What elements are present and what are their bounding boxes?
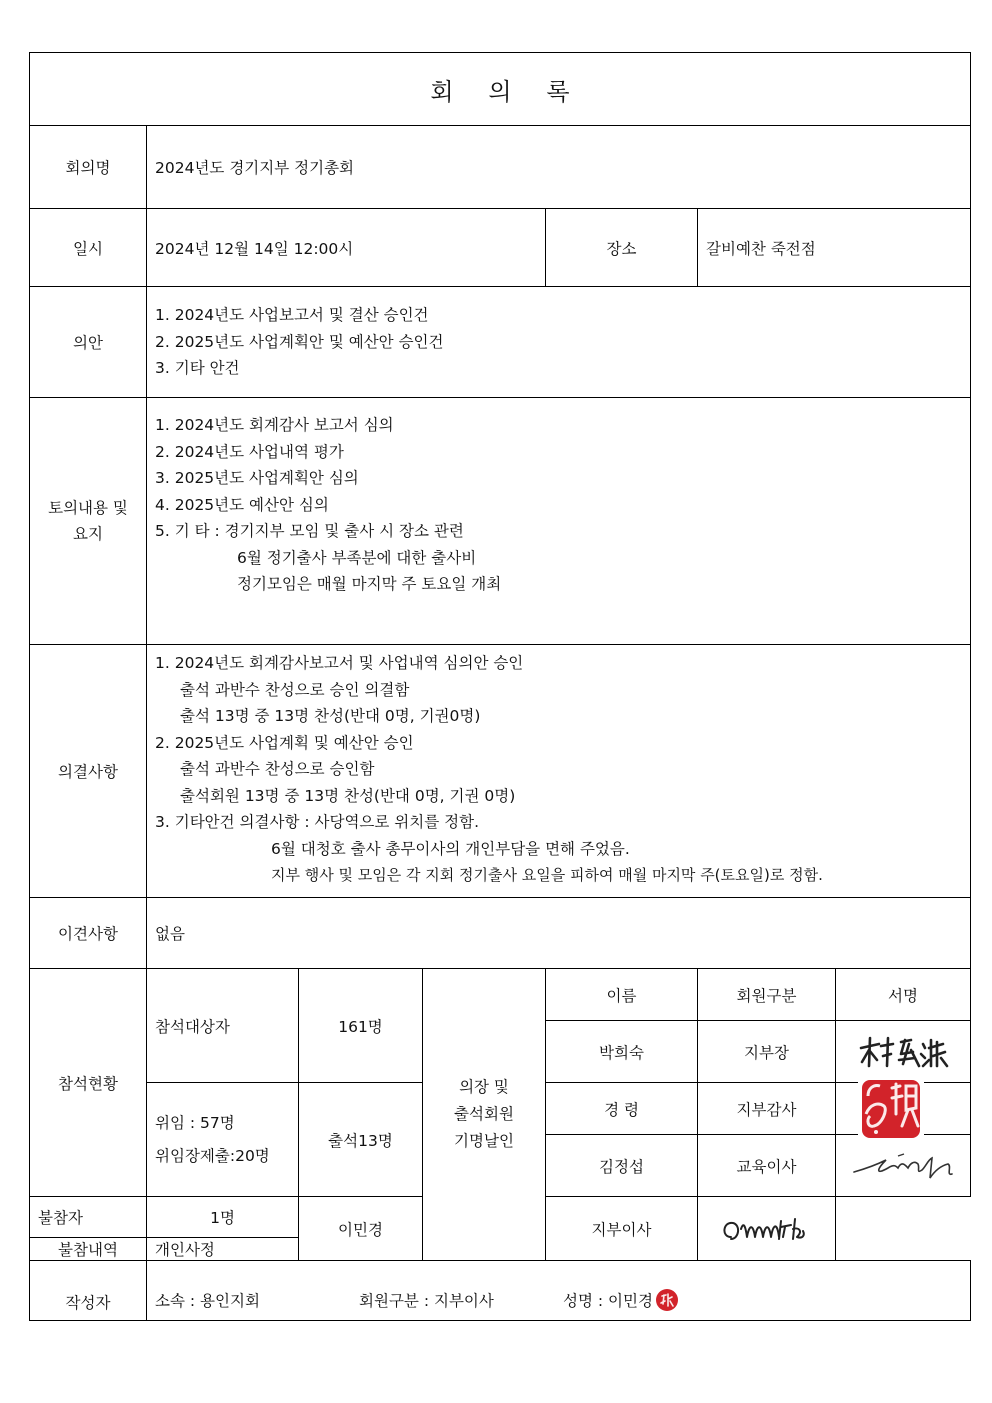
discussion-label — [30, 398, 147, 645]
signer-name: 박희숙 — [546, 1021, 698, 1083]
datetime-label: 일시 — [30, 209, 147, 287]
chair-label-line: 의장 및 — [459, 1078, 509, 1096]
objections-label: 이견사항 — [30, 898, 147, 969]
title-char: 의 — [488, 77, 512, 106]
attendance-target-value: 161명 — [299, 969, 423, 1083]
resolution-item: 지부 행사 및 모임은 각 지회 정기출사 요일을 피하여 매월 마지막 주(토요일)로 정함. — [271, 866, 823, 884]
absence-detail-label: 불참내역 — [30, 1238, 147, 1261]
proxy-line: 위임장제출:20명 — [155, 1146, 270, 1165]
discussion-item: 5. 기 타 : 경기지부 모임 및 출사 시 장소 관련 — [155, 522, 464, 540]
meeting-name-value: 2024년도 경기지부 정기총회 — [147, 126, 971, 209]
author-affiliation: 소속 : 용인지회 — [155, 1291, 260, 1310]
author-member-type: 회원구분 : 지부이사 — [359, 1291, 494, 1310]
chair-label-line: 기명날인 — [454, 1132, 514, 1150]
signature-lee — [698, 1197, 836, 1261]
resolutions-label: 의결사항 — [30, 645, 147, 898]
discussion-item: 1. 2024년도 회계감사 보고서 심의 — [155, 416, 394, 434]
resolution-item: 출석회원 13명 중 13명 찬성(반대 0명, 기권 0명) — [180, 786, 516, 805]
signature-park-image — [853, 1032, 953, 1072]
discussion-item: 2. 2024년도 사업내역 평가 — [155, 442, 344, 461]
proxy-line: 위임 : 57명 — [155, 1113, 235, 1132]
signer-header-signature: 서명 — [836, 969, 971, 1021]
signer-name: 경 령 — [546, 1083, 698, 1135]
author-label: 작성자 — [30, 1261, 147, 1321]
location-value: 갈비예찬 죽전점 — [698, 209, 971, 287]
discussion-item: 3. 2025년도 사업계획안 심의 — [155, 469, 359, 487]
title-char: 록 — [546, 77, 570, 106]
seal-kyung-image — [856, 1074, 926, 1144]
discussion-label-line: 토의내용 및 — [48, 499, 128, 517]
signer-member-type: 지부장 — [698, 1021, 836, 1083]
signer-name: 김정섭 — [546, 1135, 698, 1197]
discussion-label-line: 요지 — [73, 525, 103, 543]
attendance-present: 출석13명 — [299, 1083, 423, 1197]
agenda-item: 2. 2025년도 사업계획안 및 예산안 승인건 — [155, 332, 444, 351]
agenda-label: 의안 — [30, 287, 147, 398]
agenda-item: 3. 기타 안건 — [155, 359, 240, 378]
seal-author-icon — [655, 1288, 679, 1312]
meeting-name-label: 회의명 — [30, 126, 147, 209]
signature-kim-image — [848, 1146, 958, 1186]
absent-label: 불참자 — [30, 1197, 147, 1238]
author-info — [147, 1261, 971, 1321]
attendance-target-label: 참석대상자 — [147, 969, 299, 1083]
resolutions-list — [147, 645, 971, 898]
agenda-list — [147, 287, 971, 398]
document-title — [30, 53, 971, 126]
meeting-minutes-table — [29, 52, 971, 1321]
resolution-item: 출석 13명 중 13명 찬성(반대 0명, 기권0명) — [180, 707, 481, 725]
absent-value: 1명 — [147, 1197, 299, 1238]
proxy-info — [147, 1083, 299, 1197]
discussion-item: 6월 정기출사 부족분에 대한 출사비 — [237, 548, 477, 567]
discussion-item: 4. 2025년도 예산안 심의 — [155, 495, 329, 514]
agenda-item: 1. 2024년도 사업보고서 및 결산 승인건 — [155, 306, 429, 325]
discussion-list — [147, 398, 971, 645]
signer-name: 이민경 — [299, 1197, 423, 1261]
signer-member-type: 지부감사 — [698, 1083, 836, 1135]
discussion-item: 정기모임은 매월 마지막 주 토요일 개최 — [237, 575, 502, 593]
datetime-value: 2024년 12월 14일 12:00시 — [147, 209, 546, 287]
resolution-item: 3. 기타안건 의결사항 : 사당역으로 위치를 정함. — [155, 813, 480, 831]
attendance-label: 참석현황 — [30, 969, 147, 1197]
resolution-item: 출석 과반수 찬성으로 승인 의결함 — [180, 680, 410, 699]
signer-header-member-type: 회원구분 — [698, 969, 836, 1021]
signature-lee-image — [717, 1209, 817, 1249]
author-name: 성명 : 이민경 — [563, 1291, 653, 1310]
chair-signature-label — [423, 969, 546, 1261]
signer-member-type: 지부이사 — [546, 1197, 698, 1261]
resolution-item: 6월 대청호 출사 총무이사의 개인부담을 면해 주었음. — [271, 839, 630, 858]
resolution-item: 출석 과반수 찬성으로 승인함 — [180, 760, 375, 778]
resolution-item: 1. 2024년도 회계감사보고서 및 사업내역 심의안 승인 — [155, 654, 524, 672]
signer-header-name: 이름 — [546, 969, 698, 1021]
signature-kyung — [836, 1083, 971, 1135]
location-label: 장소 — [546, 209, 698, 287]
absence-detail-value: 개인사정 — [147, 1238, 423, 1261]
resolution-item: 2. 2025년도 사업계획 및 예산안 승인 — [155, 733, 414, 752]
signer-member-type: 교육이사 — [698, 1135, 836, 1197]
chair-label-line: 출석회원 — [454, 1105, 514, 1123]
title-char: 회 — [430, 77, 454, 106]
objections-value: 없음 — [147, 898, 971, 969]
